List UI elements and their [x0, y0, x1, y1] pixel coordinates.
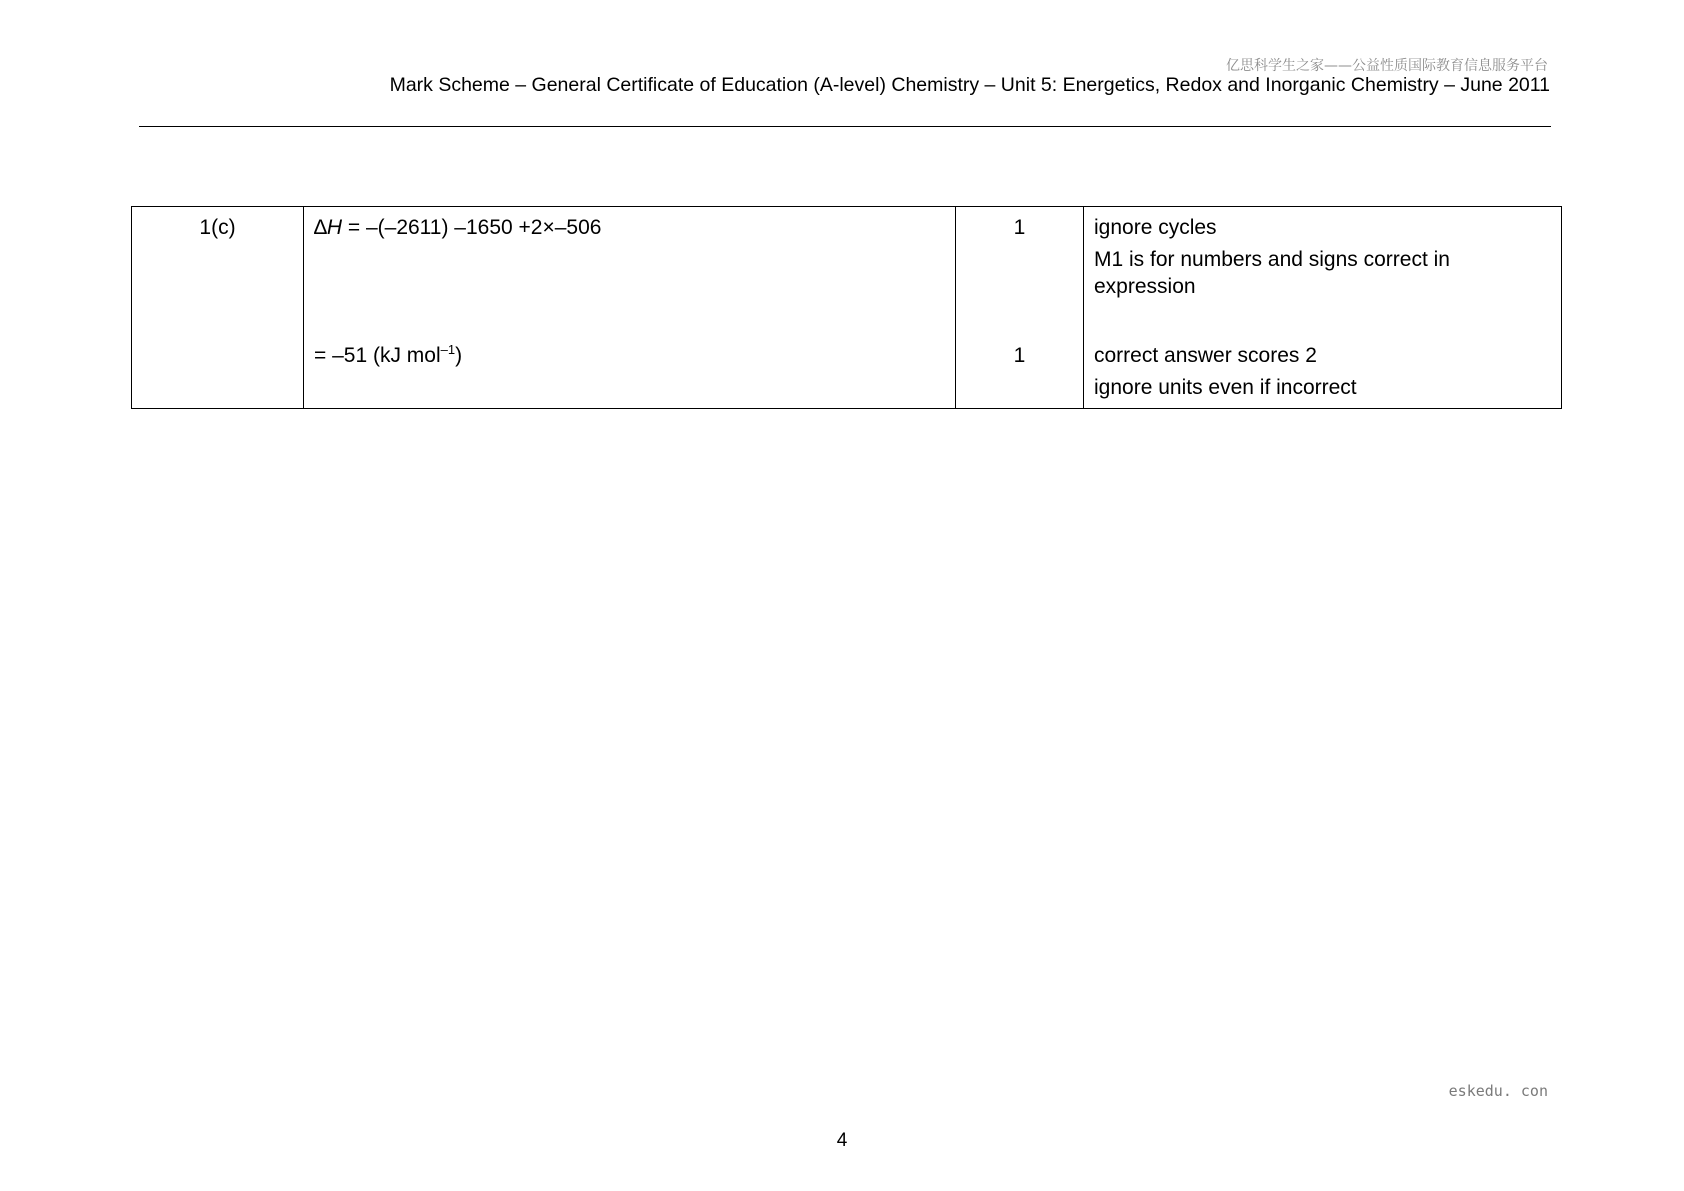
footer-watermark: eskedu. con: [1448, 1082, 1548, 1100]
page-number: 4: [836, 1130, 848, 1151]
question-number: 1(c): [199, 216, 236, 239]
comments-group-1: [1094, 215, 1551, 306]
header-rule: [139, 126, 1551, 127]
comments-cell: [1084, 207, 1562, 409]
result-close: ): [455, 344, 463, 367]
question-cell: [132, 207, 304, 409]
comment-correct-answer: correct answer scores 2: [1094, 344, 1317, 367]
answer-cell: [304, 207, 956, 409]
comment-m1: M1 is for numbers and signs correct in expression: [1094, 248, 1450, 298]
expression-text: = –(–2611) –1650 +2×–506: [342, 216, 602, 239]
table-row: [132, 207, 1562, 409]
enthalpy-variable: H: [326, 216, 343, 239]
comments-group-2: [1094, 343, 1551, 408]
answer-expression: [314, 215, 945, 241]
header-watermark: 亿思科学生之家——公益性质国际教育信息服务平台: [1226, 58, 1548, 74]
comment-ignore-cycles: ignore cycles: [1094, 216, 1217, 239]
mark-1: 1: [1013, 216, 1026, 239]
result-exponent: –1: [440, 342, 456, 357]
result-text: = –51 (kJ mol: [314, 344, 441, 367]
mark-2: 1: [1013, 344, 1026, 367]
answer-result: [314, 343, 945, 369]
header-title: Mark Scheme – General Certificate of Education (A-level) Chemistry – Unit 5: Energetics, Redox and Inorganic Chemistry – June 2011: [389, 74, 1550, 96]
mark-cell: [956, 207, 1084, 409]
delta-symbol: ∆: [314, 216, 327, 239]
comment-ignore-units: ignore units even if incorrect: [1094, 376, 1357, 400]
mark-scheme-table: [131, 206, 1562, 409]
